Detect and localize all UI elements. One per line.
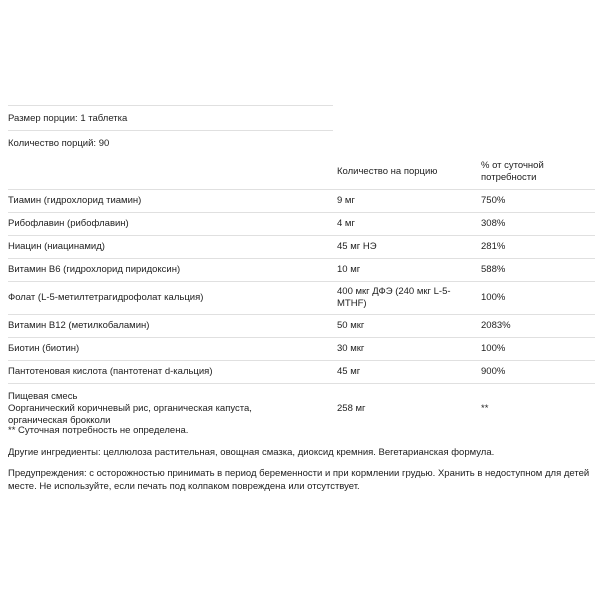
table-row (8, 213, 595, 236)
blend-amount: 258 мг (335, 384, 479, 435)
blend-ingredients-line1: Оорганический коричневый рис, органическая капуста, (8, 403, 252, 414)
warnings: Предупреждения: с осторожностью принимать в период беременности и при кормлении грудью. Хранить в недоступном для детей месте. Не используйте, если печать под колпаком повреждена или отсутствует. (8, 468, 590, 492)
nutrient-name: Пантотеновая кислота (пантотенат d-кальция) (8, 361, 335, 384)
blend-dv: ** (479, 384, 595, 435)
nutrient-name: Ниацин (ниацинамид) (8, 236, 335, 259)
nutrient-dv: 308% (479, 213, 595, 236)
amount-column-header: Количество на порцию (337, 166, 438, 177)
nutrient-name: Тиамин (гидрохлорид тиамин) (8, 190, 335, 213)
nutrient-dv: 281% (479, 236, 595, 259)
nutrients-table (8, 155, 595, 434)
nutrient-dv: 750% (479, 190, 595, 213)
nutrient-name: Витамин B6 (гидрохлорид пиридоксин) (8, 259, 335, 282)
nutrient-name: Биотин (биотин) (8, 338, 335, 361)
table-row (8, 236, 595, 259)
nutrient-amount: 50 мкг (335, 315, 479, 338)
servings-per-container: Количество порций: 90 (8, 130, 333, 155)
dv-column-header: % от суточной потребности (481, 160, 544, 183)
blend-ingredients-line2: органическая брокколи (8, 415, 111, 426)
nutrient-name: Фолат (L-5-метилтетрагидрофолат кальция) (8, 282, 335, 315)
table-row (8, 190, 595, 213)
nutrient-amount: 45 мг НЭ (335, 236, 479, 259)
serving-size: Размер порции: 1 таблетка (8, 105, 333, 130)
nutrient-name: Рибофлавин (рибофлавин) (8, 213, 335, 236)
nutrient-amount: 45 мг (335, 361, 479, 384)
table-row (8, 315, 595, 338)
nutrient-dv: 900% (479, 361, 595, 384)
table-row (8, 259, 595, 282)
table-row (8, 361, 595, 384)
table-row (8, 282, 595, 315)
nutrient-amount: 30 мкг (335, 338, 479, 361)
nutrient-amount: 4 мг (335, 213, 479, 236)
nutrient-name: Витамин B12 (метилкобаламин) (8, 315, 335, 338)
nutrient-dv: 2083% (479, 315, 595, 338)
nutrient-dv: 100% (479, 282, 595, 315)
nutrient-amount: 10 мг (335, 259, 479, 282)
other-ingredients: Другие ингредиенты: целлюлоза растительная, овощная смазка, диоксид кремния. Вегетарианская формула. (8, 447, 495, 458)
supplement-facts-panel (8, 105, 593, 434)
nutrient-dv: 588% (479, 259, 595, 282)
nutrient-amount: 400 мкг ДФЭ (240 мкг L-5-MTHF) (335, 282, 479, 315)
nutrient-dv: 100% (479, 338, 595, 361)
dv-footnote: ** Суточная потребность не определена. (8, 425, 189, 436)
blend-title: Пищевая смесь (8, 391, 78, 402)
table-header (8, 155, 595, 190)
nutrient-amount: 9 мг (335, 190, 479, 213)
table-row (8, 338, 595, 361)
